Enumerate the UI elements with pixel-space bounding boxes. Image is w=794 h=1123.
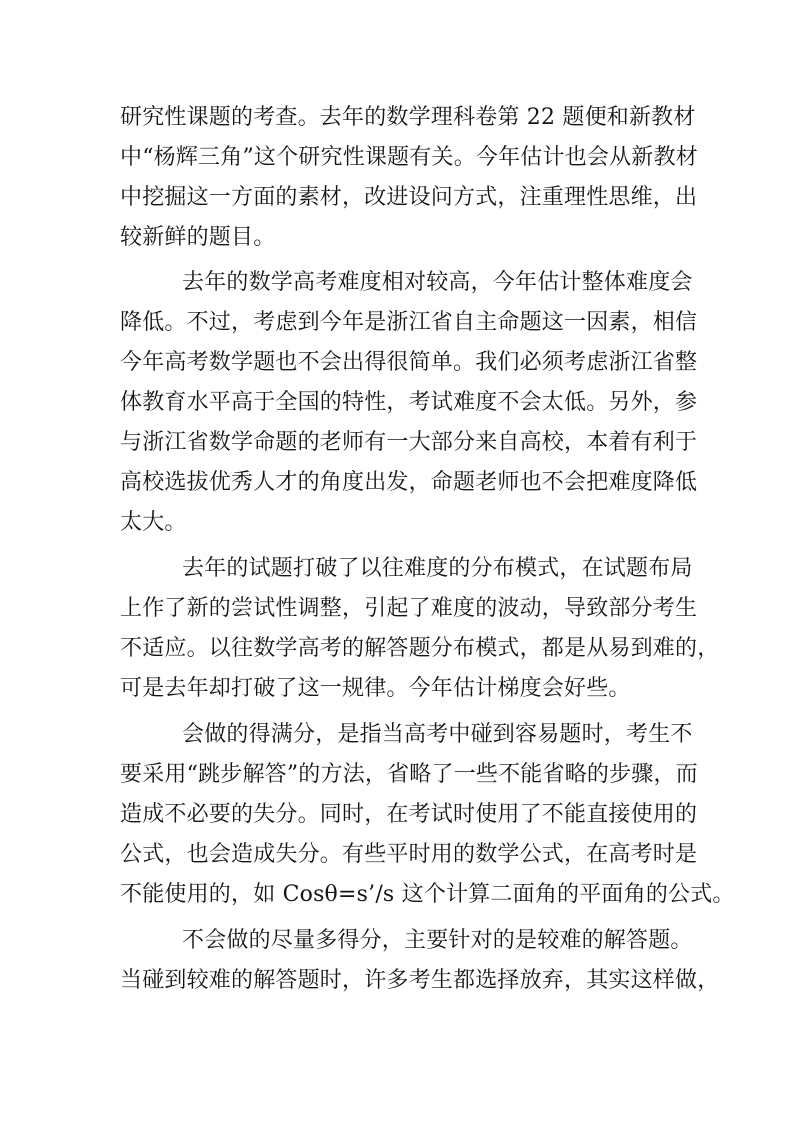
text-line: 不能使用的，如 Cosθ=s’/s 这个计算二面角的平面角的公式。 — [120, 882, 735, 907]
text-line: 当碰到较难的解答题时，许多考生都选择放弃，其实这样做， — [120, 968, 720, 993]
text-line: 中“杨辉三角”这个研究性课题有关。今年估计也会从新教材 — [120, 145, 698, 170]
text-line: 体教育水平高于全国的特性，考试难度不会太低。另外，参 — [120, 390, 698, 415]
text-line: 造成不必要的失分。同时，在考试时使用了不能直接使用的 — [120, 802, 698, 827]
text-line: 高校选拔优秀人才的角度出发，命题老师也不会把难度降低 — [120, 470, 698, 495]
paragraph-first-line: 不会做的尽量多得分，主要针对的是较难的解答题。 — [182, 928, 693, 953]
paragraph-first-line: 去年的试题打破了以往难度的分布模式，在试题布局 — [182, 556, 693, 581]
text-line: 太大。 — [120, 510, 187, 535]
text-line: 中挖掘这一方面的素材，改进设问方式，注重理性思维，出 — [120, 185, 698, 210]
text-line: 研究性课题的考查。去年的数学理科卷第 22 题便和新教材 — [120, 105, 696, 130]
text-line: 与浙江省数学命题的老师有一大部分来自高校，本着有利于 — [120, 430, 698, 455]
text-line: 可是去年却打破了这一规律。今年估计梯度会好些。 — [120, 676, 631, 701]
paragraph-first-line: 会做的得满分，是指当高考中碰到容易题时，考生不 — [182, 722, 693, 747]
text-line: 要采用“跳步解答”的方法，省略了一些不能省略的步骤，而 — [120, 762, 698, 787]
text-line: 上作了新的尝试性调整，引起了难度的波动，导致部分考生 — [120, 596, 698, 621]
text-line: 今年高考数学题也不会出得很简单。我们必须考虑浙江省整 — [120, 350, 698, 375]
paragraph-first-line: 去年的数学高考难度相对较高，今年估计整体难度会 — [182, 270, 693, 295]
text-line: 公式，也会造成失分。有些平时用的数学公式，在高考时是 — [120, 842, 698, 867]
text-line: 降低。不过，考虑到今年是浙江省自主命题这一因素，相信 — [120, 310, 698, 335]
text-line: 较新鲜的题目。 — [120, 225, 276, 250]
text-line: 不适应。以往数学高考的解答题分布模式，都是从易到难的， — [120, 636, 720, 661]
